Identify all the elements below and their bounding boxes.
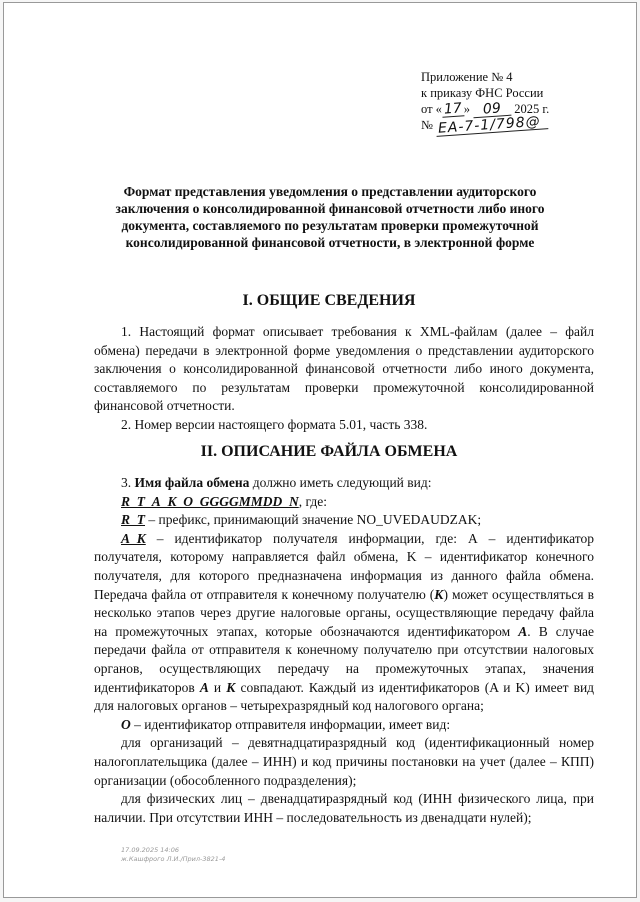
- ak-a: А: [518, 623, 528, 639]
- ak-definition: [94, 530, 594, 716]
- o-text: – идентификатор отправителя информации, имеет вид:: [134, 716, 451, 732]
- annex-block: [421, 69, 550, 137]
- date-year: 2025 г.: [514, 102, 550, 116]
- footer-line-2: ж.Кашфрого Л.И./Прил-3821-4: [121, 855, 226, 863]
- ak-k: К: [434, 586, 444, 602]
- annex-line-2: к приказу ФНС России: [421, 86, 544, 100]
- rt-code: R_T: [121, 512, 146, 528]
- p3-bold-term: Имя файла обмена: [134, 475, 250, 490]
- o-code: O: [121, 716, 131, 732]
- ak-a2: А: [199, 679, 209, 695]
- section-1-body: [94, 323, 594, 435]
- number-handwritten: ЕА-7-1/798@: [436, 115, 549, 137]
- date-mid: »: [463, 102, 471, 116]
- paragraph-1: 1. Настоящий формат описывает требования к XML-файлам (далее – файл обмена) передачи в электронной форме уведомления о представлении аудиторского заключения о консолидированной финансовой отчетности либо иного документа, составляемого по результатам проверки промежуточной консолидированной финансовой отчетности.: [94, 324, 594, 414]
- o-definition: [94, 716, 594, 735]
- ak-text-1: – идентификатор получателя информации, где: А – идентификатор получателя, которому направляется файл обмена, K – идентификатор конечного получателя, для которого предназначена информация из данного файла обмена. Передача файла от отправителя к конечному получателю (: [94, 530, 595, 602]
- document-title: Формат представления уведомления о представлении аудиторского заключения о консолидированной финансовой отчетности либо иного документа, составляемого по результатам проверки промежуточной консолидированной финансовой отчетности, в электронной форме: [115, 184, 545, 250]
- footer-stamp: [121, 846, 225, 864]
- section-2-heading: II. ОПИСАНИЕ ФАЙЛА ОБМЕНА: [200, 443, 458, 460]
- footer-line-1: 17.09.2025 14:06: [121, 846, 180, 854]
- p3-number: 3.: [121, 475, 132, 490]
- paragraph-2: 2. Номер версии настоящего формата 5.01, часть 338.: [121, 416, 428, 432]
- number-label: №: [421, 118, 433, 132]
- ak-and: и: [213, 679, 222, 695]
- section-2-body: [94, 474, 594, 827]
- pattern-tail: , где:: [298, 493, 327, 509]
- ak-code: A_K: [121, 530, 146, 546]
- paragraph-3: [94, 474, 594, 493]
- annex-line-1: Приложение № 4: [421, 70, 513, 84]
- ak-text-2: ) может осуществляться в несколько этапов через другие налоговые органы, осуществляющие передачу файла на промежуточных этапах, которые обозначаются идентификатором: [94, 586, 594, 639]
- p3-rest: должно иметь следующий вид:: [252, 475, 432, 490]
- section-1-heading: I. ОБЩИЕ СВЕДЕНИЯ: [242, 292, 416, 309]
- date-day-handwritten: 17: [443, 100, 463, 118]
- date-month-handwritten: 09: [473, 102, 512, 119]
- rt-text: – префикс, принимающий значение NO_UVEDAUDZAK;: [148, 512, 482, 528]
- org-definition: для организаций – девятнадцатиразрядный код (идентификационный номер налогоплательщика (далее – ИНН) и код причины постановки на учет (далее – КПП) организации (обособленного подразделения);: [94, 735, 594, 788]
- ak-k2: К: [226, 679, 236, 695]
- filename-pattern: [94, 493, 594, 512]
- pattern-code: R_T_A_K_O_GGGGMMDD_N: [121, 493, 299, 509]
- annex-number: [421, 113, 549, 137]
- ak-text-4: совпадают. Каждый из идентификаторов (A и K) имеет вид для налоговых органов – четырехразрядный код налогового органа;: [94, 679, 595, 714]
- phys-definition: для физических лиц – двенадцатиразрядный код (ИНН физического лица, при наличии. При отсутствии ИНН – последовательность из двенадцати нулей);: [94, 791, 594, 825]
- rt-definition: [94, 511, 594, 530]
- document-page: [3, 2, 637, 898]
- ak-text-3: . В случае передачи файла от отправителя к конечному получателю при отсутствии налоговых органов, осуществляющих передачу на промежуточных этапах, значения идентификаторов: [94, 623, 594, 695]
- date-prefix: от «: [421, 102, 442, 116]
